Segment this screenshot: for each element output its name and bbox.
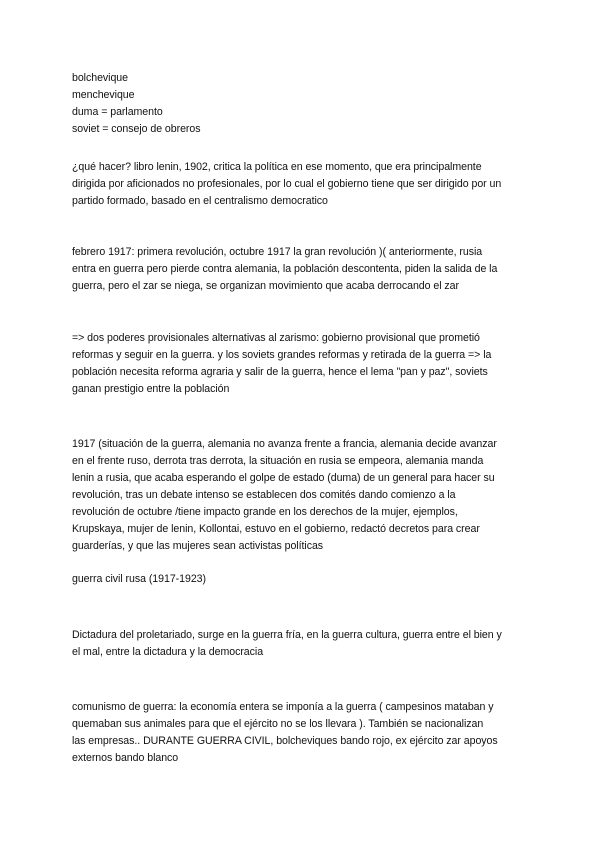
text-line: guerra civil rusa (1917-1923) xyxy=(72,573,206,585)
paragraph-1917 xyxy=(72,436,534,555)
text-line: dirigida por aficionados no profesionales, por lo cual el gobierno tiene que ser dirigido por un xyxy=(72,178,502,190)
text-line: reformas y seguir en la guerra. y los soviets grandes reformas y retirada de la guerra => la xyxy=(72,349,492,361)
text-line: externos bando blanco xyxy=(72,752,179,764)
text-line: revolución de octubre /tiene impacto grande en los derechos de la mujer, ejemplos, xyxy=(72,506,458,518)
text-line: ¿qué hacer? libro lenin, 1902, critica la política en ese momento, que era principalmente xyxy=(72,161,482,173)
paragraph-terms xyxy=(72,70,534,138)
text-line: lenin a rusia, que acaba esperando el golpe de estado (duma) de un general para hacer su xyxy=(72,472,495,484)
text-line: quemaban sus animales para que el ejército no se los llevara ). También se nacionalizan xyxy=(72,718,484,730)
text-line: ganan prestigio entre la población xyxy=(72,383,230,395)
text-line: 1917 (situación de la guerra, alemania no avanza frente a francia, alemania decide avanzar xyxy=(72,438,497,450)
paragraph-guerra-civil xyxy=(72,571,534,588)
text-line: => dos poderes provisionales alternativas al zarismo: gobierno provisional que prometió xyxy=(72,332,480,344)
paragraph-febrero-1917 xyxy=(72,244,534,295)
paragraph-dos-poderes xyxy=(72,330,534,398)
text-line: menchevique xyxy=(72,89,135,101)
text-line: duma = parlamento xyxy=(72,106,163,118)
text-line: febrero 1917: primera revolución, octubre 1917 la gran revolución )( anteriormente, rusia xyxy=(72,246,483,258)
text-line: guarderías, y que las mujeres sean activistas políticas xyxy=(72,540,324,552)
text-line: en el frente ruso, derrota tras derrota, la situación en rusia se empeora, alemania manda xyxy=(72,455,484,467)
text-line: revolución, tras un debate intenso se establecen dos comités dando comienzo a la xyxy=(72,489,456,501)
paragraph-que-hacer xyxy=(72,159,534,210)
text-line: guerra, pero el zar se niega, se organizan movimiento que acaba derrocando el zar xyxy=(72,280,459,292)
paragraph-comunismo-de-guerra xyxy=(72,699,534,767)
text-line: soviet = consejo de obreros xyxy=(72,123,201,135)
text-line: comunismo de guerra: la economía entera se imponía a la guerra ( campesinos mataban y xyxy=(72,701,494,713)
text-line: entra en guerra pero pierde contra alemania, la población descontenta, piden la salida de la xyxy=(72,263,498,275)
text-line: el mal, entre la dictadura y la democracia xyxy=(72,646,264,658)
text-line: bolchevique xyxy=(72,72,128,84)
paragraph-dictadura xyxy=(72,627,534,661)
text-line: partido formado, basado en el centralismo democratico xyxy=(72,195,328,207)
text-line: Dictadura del proletariado, surge en la guerra fría, en la guerra cultura, guerra entre el bien y xyxy=(72,629,502,641)
text-line: Krupskaya, mujer de lenin, Kollontai, estuvo en el gobierno, redactó decretos para crear xyxy=(72,523,480,535)
text-line: las empresas.. DURANTE GUERRA CIVIL, bolcheviques bando rojo, ex ejército zar apoyos xyxy=(72,735,498,747)
text-line: población necesita reforma agraria y salir de la guerra, hence el lema "pan y paz", soviets xyxy=(72,366,488,378)
